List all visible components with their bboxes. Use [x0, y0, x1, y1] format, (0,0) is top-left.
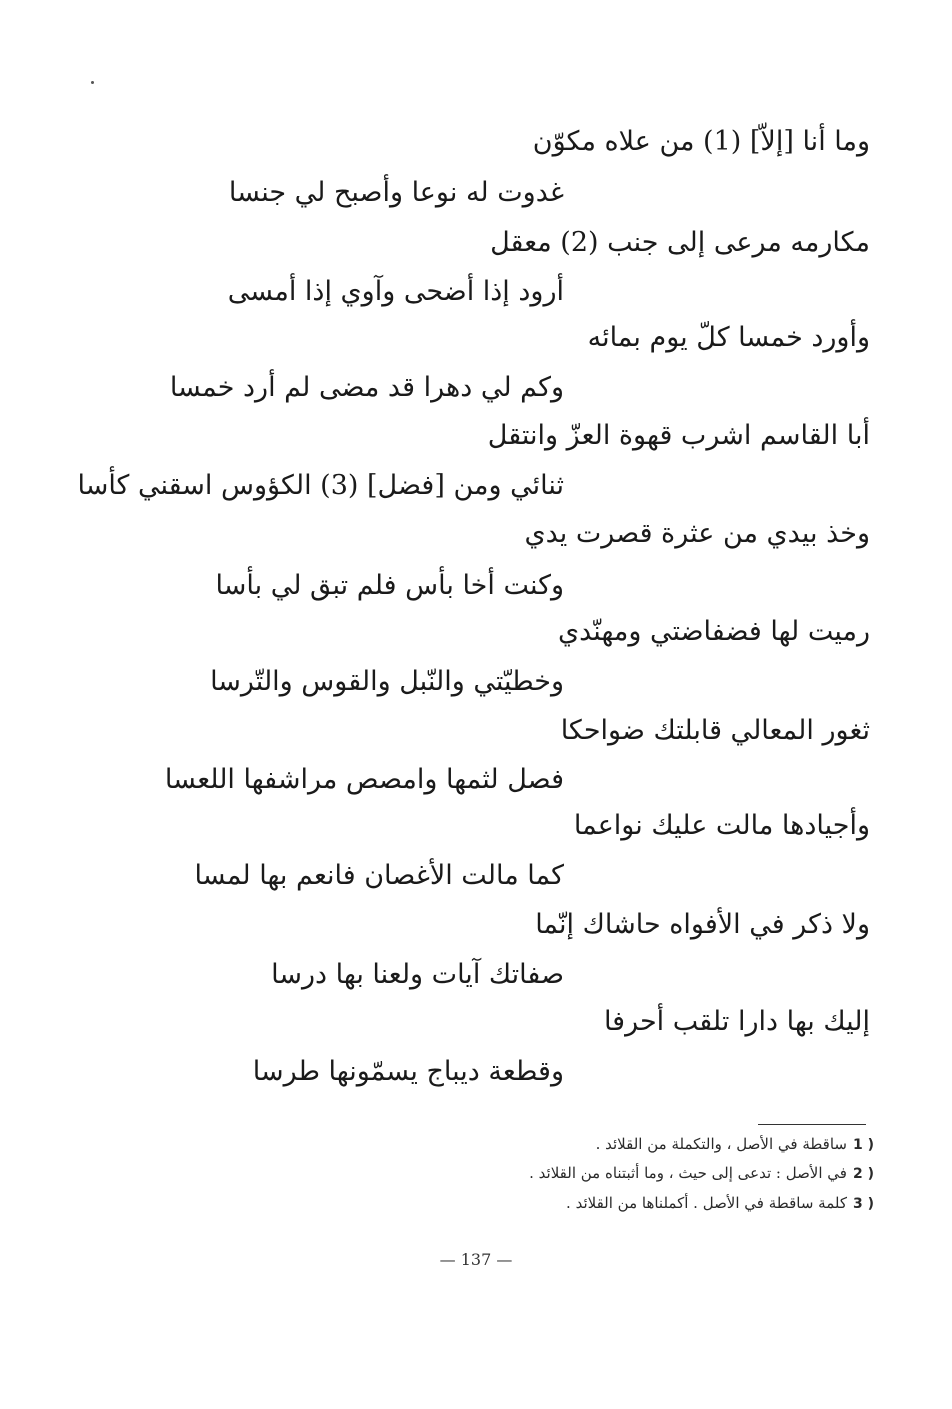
footnote-1-text: ساقطة في الأصل ، والتكملة من القلائد .	[595, 1135, 847, 1153]
footnote-1-number: 1 )	[852, 1137, 874, 1153]
verse-4-first-hemistich: أبا القاسم اشرب قهوة العزّ وانتقل	[487, 420, 870, 451]
verse-6-first-hemistich: رميت لها فضفاضتي ومهنّدي	[558, 616, 870, 647]
verse-2-first-hemistich: مكارمه مرعى إلى جنب (2) معقل	[490, 227, 870, 258]
verse-8-second-hemistich: كما مالت الأغصان فانعم بها لمسا	[194, 860, 564, 891]
verse-5-second-hemistich: وكنت أخا بأس فلم تبق لي بأسا	[215, 570, 564, 601]
scan-speck	[91, 81, 94, 84]
footnote-3	[374, 1193, 874, 1214]
verse-7-first-hemistich: ثغور المعالي قابلتك ضواحكا	[560, 715, 870, 746]
verse-10-first-hemistich: إليك بها دارا تلقب أحرفا	[603, 1006, 870, 1037]
footnote-1	[374, 1134, 874, 1155]
verse-10-second-hemistich: وقطعة ديباج يسمّونها طرسا	[252, 1056, 564, 1087]
verse-2-second-hemistich: أرود إذا أضحى وآوي إذا أمسى	[227, 276, 564, 307]
footnote-3-text: كلمة ساقطة في الأصل . أكملناها من القلائد .	[566, 1194, 847, 1212]
verse-3-second-hemistich: وكم لي دهرا قد مضى لم أرد خمسا	[169, 372, 564, 403]
verse-1-first-hemistich: وما أنا [إلاّ] (1) من علاه مكوّن	[532, 126, 870, 157]
verse-3-first-hemistich: وأورد خمسا كلّ يوم بمائه	[587, 322, 870, 353]
verse-1-second-hemistich: غدوت له نوعا وأصبح لي جنسا	[228, 177, 564, 208]
verse-9-first-hemistich: ولا ذكر في الأفواه حاشاك إنّما	[535, 909, 870, 940]
page-number: — 137 —	[439, 1250, 513, 1269]
verse-4-second-hemistich: ثنائي ومن [فضل] (3) الكؤوس اسقني كأسا	[77, 470, 564, 501]
footnote-2-text: في الأصل : تدعى إلى حيث ، وما أثبتناه من القلائد .	[529, 1164, 847, 1182]
verse-7-second-hemistich: فصل لثمها وامصص مراشفها اللعسا	[164, 764, 564, 795]
footnote-2-number: 2 )	[852, 1166, 874, 1182]
verse-5-first-hemistich: وخذ بيدي من عثرة قصرت يدي	[524, 518, 870, 549]
verse-8-first-hemistich: وأجيادها مالت عليك نواعما	[573, 810, 870, 841]
footnote-2	[374, 1163, 874, 1184]
footnote-separator	[758, 1124, 866, 1125]
footnote-3-number: 3 )	[852, 1196, 874, 1212]
verse-9-second-hemistich: صفاتك آيات ولعنا بها درسا	[271, 959, 564, 990]
verse-6-second-hemistich: وخطيّتي والنّبل والقوس والتّرسا	[210, 666, 564, 697]
